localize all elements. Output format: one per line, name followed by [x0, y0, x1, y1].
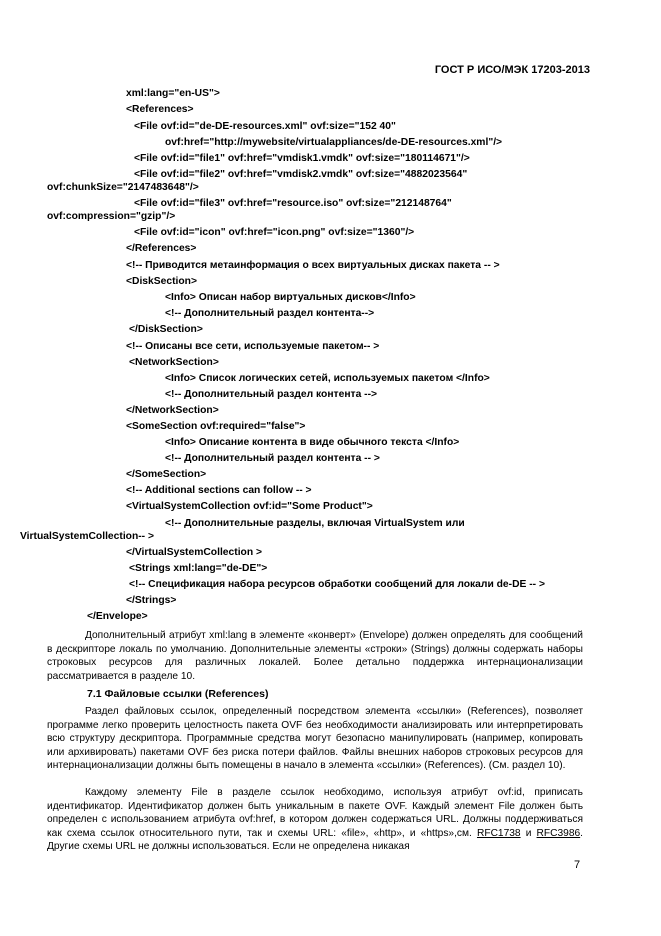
document-header: ГОСТ Р ИСО/МЭК 17203-2013 [434, 64, 590, 76]
code-line: ovf:href="http://mywebsite/virtualappliances/de-DE-resources.xml"/> [165, 137, 503, 148]
code-line: ovf:chunkSize="2147483648"/> [47, 182, 199, 193]
code-line: <File ovf:id="de-DE-resources.xml" ovf:size="152 40" [134, 121, 396, 132]
paragraph-references [47, 705, 583, 773]
rfc3986-link[interactable]: RFC3986 [536, 827, 581, 839]
paragraph-text-end: . Другие схемы URL не должны использоваться. Если не определена никакая [47, 827, 583, 852]
code-line: </Strings> [126, 595, 177, 606]
rfc1738-link[interactable]: RFC1738 [476, 827, 521, 839]
conjunction-text: и [520, 827, 537, 839]
paragraph-lang-attribute [47, 629, 583, 683]
code-line: <!-- Описаны все сети, используемые пакетом-- > [126, 341, 380, 352]
paragraph-text: Дополнительный атрибут xml:lang в элементе «конверт» (Envelope) должен определять для сообщений в дескрипторе локаль по умолчанию. Дополнительные элементы «строки» (Strings) должны содержать наборы строковых ресурсов для различных локалей. Более детально поддержка интернационализации рассматривается в разделе 10. [47, 630, 583, 682]
code-line: <VirtualSystemCollection ovf:id="Some Product"> [126, 501, 373, 512]
paragraph-text [47, 786, 583, 854]
code-line: <SomeSection ovf:required="false"> [126, 421, 306, 432]
page-number: 7 [574, 859, 581, 871]
code-line: </DiskSection> [129, 324, 203, 335]
paragraph-text-start: Каждому элементу File в разделе ссылок необходимо, используя атрибут ovf:id, приписать идентификатор. Идентификатор должен быть уникальным в пакете OVF. Каждый элемент File должен быть определен с использованием атрибута ovf:href, в котором должен содержаться URL. Должны поддерживаться как схема ссылок относительного пути, так и схемы URL: «file», «http», и «https»,см. [47, 787, 583, 839]
code-line: <File ovf:id="icon" ovf:href="icon.png" ovf:size="1360"/> [134, 227, 415, 238]
code-line: <!-- Additional sections can follow -- > [126, 485, 312, 496]
code-line: <!-- Приводится метаинформация о всех виртуальных дисках пакета -- > [126, 260, 500, 271]
code-line: <!-- Дополнительные разделы, включая VirtualSystem или [165, 518, 465, 529]
code-line: <DiskSection> [126, 276, 197, 287]
code-line: </SomeSection> [126, 469, 207, 480]
code-line: <!-- Спецификация набора ресурсов обработки сообщений для локали de-DE -- > [129, 579, 545, 590]
code-line: ovf:compression="gzip"/> [47, 211, 176, 222]
code-line: <File ovf:id="file2" ovf:href="vmdisk2.vmdk" ovf:size="4882023564" [134, 169, 468, 180]
code-line: </NetworkSection> [126, 405, 219, 416]
code-line: <Info> Описание контента в виде обычного текста </Info> [165, 437, 460, 448]
paragraph-text: Раздел файловых ссылок, определенный посредством элемента «ссылки» (References), позволяет программе легко проверить целостность пакета OVF без необходимости анализировать или интерпретировать всю структуру дескриптора. Программные средства могут безопасно манипулировать (например, копировать или архивировать) пакетами OVF без риска потери файлов. Файлы внешних наборов строковых ресурсов для интернационализации должны быть помещены в начало в элемента «ссылки» (References). (См. раздел 10). [47, 706, 583, 771]
section-heading: 7.1 Файловые ссылки (References) [87, 688, 269, 700]
code-line: <NetworkSection> [129, 357, 219, 368]
code-line: <!-- Дополнительный раздел контента -- > [165, 453, 380, 464]
code-line: <File ovf:id="file3" ovf:href="resource.iso" ovf:size="212148764" [134, 198, 452, 209]
code-line: <!-- Дополнительный раздел контента --> [165, 389, 378, 400]
code-line: <Strings xml:lang="de-DE"> [129, 563, 268, 574]
code-line: </References> [126, 243, 197, 254]
code-line: <References> [126, 104, 194, 115]
paragraph-file-element [47, 786, 583, 854]
code-line: <File ovf:id="file1" ovf:href="vmdisk1.vmdk" ovf:size="180114671"/> [134, 153, 470, 164]
code-line: <!-- Дополнительный раздел контента--> [165, 308, 375, 319]
code-line: </VirtualSystemCollection > [126, 547, 263, 558]
code-line: VirtualSystemCollection-- > [20, 531, 154, 542]
code-line: </Envelope> [87, 611, 148, 622]
code-line: xml:lang="en-US"> [126, 88, 220, 99]
code-line: <Info> Список логических сетей, используемых пакетом </Info> [165, 373, 490, 384]
code-line: <Info> Описан набор виртуальных дисков</Info> [165, 292, 416, 303]
